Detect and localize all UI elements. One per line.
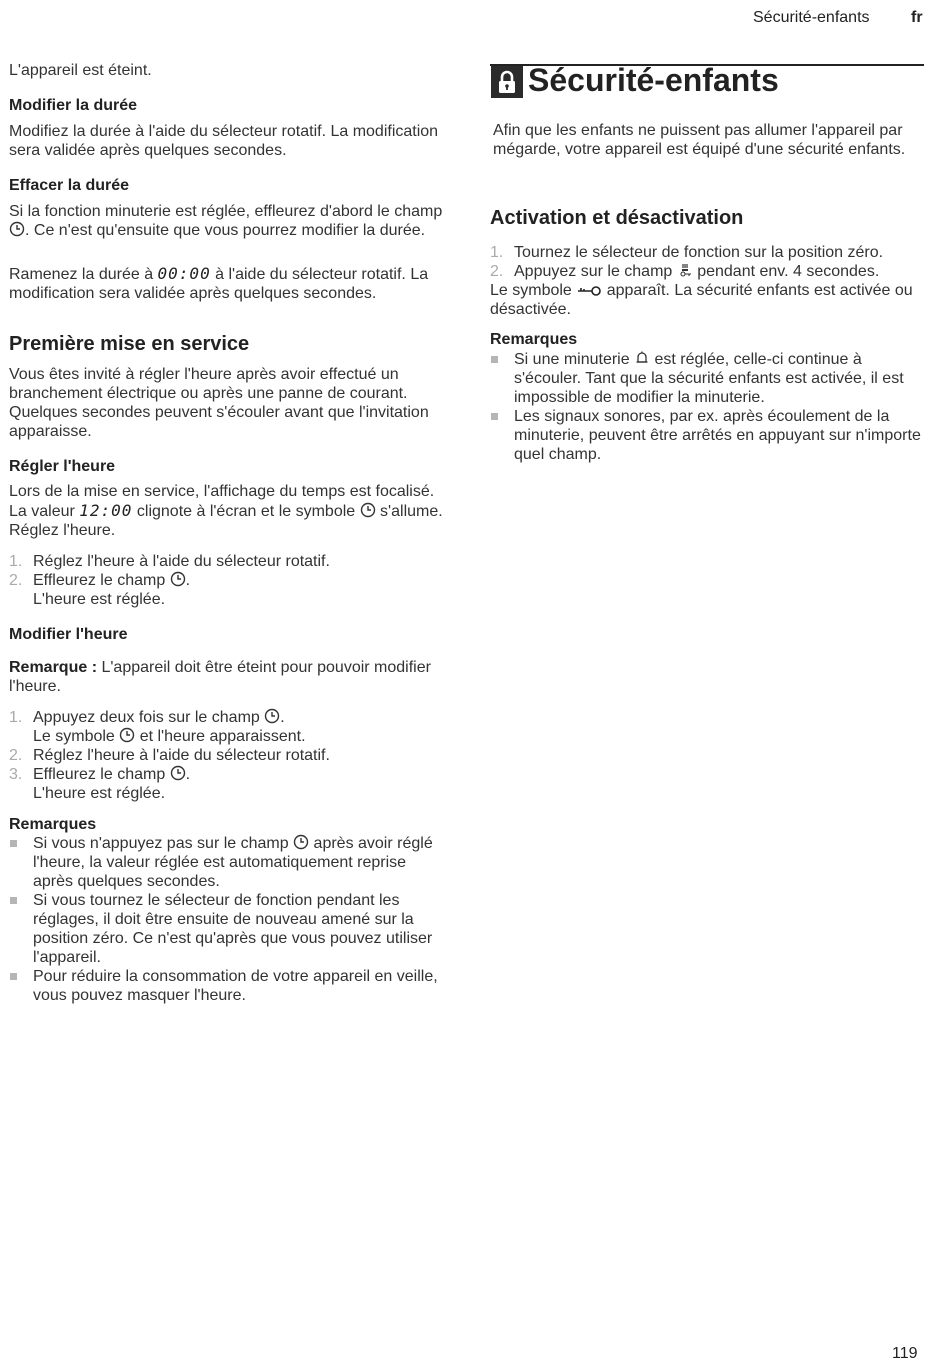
- list-item: 2. Appuyez sur le champ pendant env. 4 secondes.: [490, 263, 880, 280]
- list-item: 2. Effleurez le champ . L'heure est réglée.: [9, 572, 191, 608]
- heading-effacer-duree: Effacer la durée: [9, 177, 130, 194]
- list-item: Les signaux sonores, par ex. après écoulement de la minuterie, peuvent être arrêtés en appuyant sur n'importe quel champ.: [490, 407, 925, 464]
- clock-icon: [293, 834, 309, 850]
- page-number: 119: [892, 1345, 918, 1362]
- running-header-language: fr: [911, 9, 923, 26]
- activation-steps: [490, 243, 925, 281]
- activation-after-text: Le symbole apparaît. La sécurité enfants est activée ou désactivée.: [490, 282, 913, 318]
- list-item: 3. Effleurez le champ . L'heure est réglée.: [9, 766, 191, 802]
- page-title: Sécurité-enfants: [528, 62, 779, 98]
- bullet-marker: [10, 897, 17, 904]
- effacer-duree-text-2: Ramenez la durée à 00:00 à l'aide du sélecteur rotatif. La modification sera validée après quelques secondes.: [9, 264, 429, 302]
- clock-icon: [119, 727, 135, 743]
- key-icon: [576, 283, 602, 297]
- effacer-duree-text-1: Si la fonction minuterie est réglée, effleurez d'abord le champ . Ce n'est qu'ensuite que vous pourrez modifier la durée.: [9, 203, 443, 239]
- clock-icon: [170, 765, 186, 781]
- display-value-1200: 12:00: [79, 501, 133, 520]
- premiere-text: Vous êtes invité à régler l'heure après avoir effectué un branchement électrique ou après une panne de courant. Quelques secondes peuvent s'écouler avant que l'invitation apparaisse.: [9, 366, 429, 440]
- securite-intro-text: Afin que les enfants ne puissent pas allumer l'appareil par mégarde, votre appareil est équipé d'une sécurité enfants.: [493, 122, 906, 158]
- list-item: Si une minuterie est réglée, celle-ci continue à s'écouler. Tant que la sécurité enfants est activée, il est impossible de modifier la minuterie.: [490, 350, 925, 407]
- regler-heure-text: Lors de la mise en service, l'affichage du temps est focalisé. La valeur 12:00 clignote à l'écran et le symbole s'allume. Réglez l'heure.: [9, 483, 443, 539]
- childlock-field-icon: [677, 262, 693, 278]
- running-header-section: Sécurité-enfants: [753, 9, 870, 26]
- list-item: 1. Réglez l'heure à l'aide du sélecteur rotatif.: [9, 553, 330, 570]
- modifier-heure-steps: [9, 708, 444, 803]
- list-item: 2. Réglez l'heure à l'aide du sélecteur rotatif.: [9, 747, 330, 764]
- clock-icon: [9, 221, 25, 237]
- list-item: Si vous tournez le sélecteur de fonction pendant les réglages, il doit être ensuite de nouveau amené sur la position zéro. Ce n'est qu'après que vous pouvez utiliser l'appareil.: [9, 891, 444, 967]
- bullet-marker: [10, 973, 17, 980]
- modifier-duree-text: Modifiez la durée à l'aide du sélecteur rotatif. La modification sera validée après quelques secondes.: [9, 123, 439, 159]
- modifier-heure-remark: Remarque : L'appareil doit être éteint pour pouvoir modifier l'heure.: [9, 659, 431, 695]
- bullet-marker: [491, 356, 498, 363]
- remarques-list-left: [9, 834, 444, 1005]
- clock-icon: [360, 502, 376, 518]
- bell-icon: [634, 350, 650, 366]
- intro-text: L'appareil est éteint.: [9, 62, 152, 79]
- list-item: Si vous n'appuyez pas sur le champ après avoir réglé l'heure, la valeur réglée est automatiquement reprise après quelques secondes.: [9, 834, 444, 891]
- bullet-marker: [10, 840, 17, 847]
- lock-icon: [491, 66, 523, 98]
- list-item: 1. Appuyez deux fois sur le champ . Le symbole et l'heure apparaissent.: [9, 709, 306, 745]
- clock-icon: [170, 571, 186, 587]
- heading-activation: Activation et désactivation: [490, 207, 744, 229]
- list-item: 1. Tournez le sélecteur de fonction sur la position zéro.: [490, 244, 884, 261]
- heading-regler-heure: Régler l'heure: [9, 458, 116, 475]
- list-item: Pour réduire la consommation de votre appareil en veille, vous pouvez masquer l'heure.: [9, 967, 444, 1005]
- heading-premiere-mise-en-service: Première mise en service: [9, 333, 250, 355]
- remarques-list-right: [490, 350, 925, 464]
- heading-modifier-duree: Modifier la durée: [9, 97, 138, 114]
- heading-modifier-heure: Modifier l'heure: [9, 626, 128, 643]
- regler-heure-steps: [9, 552, 444, 609]
- display-value-0000: 00:00: [157, 264, 211, 283]
- heading-remarques-left: Remarques: [9, 816, 97, 833]
- heading-remarques-right: Remarques: [490, 331, 578, 348]
- clock-icon: [264, 708, 280, 724]
- bullet-marker: [491, 413, 498, 420]
